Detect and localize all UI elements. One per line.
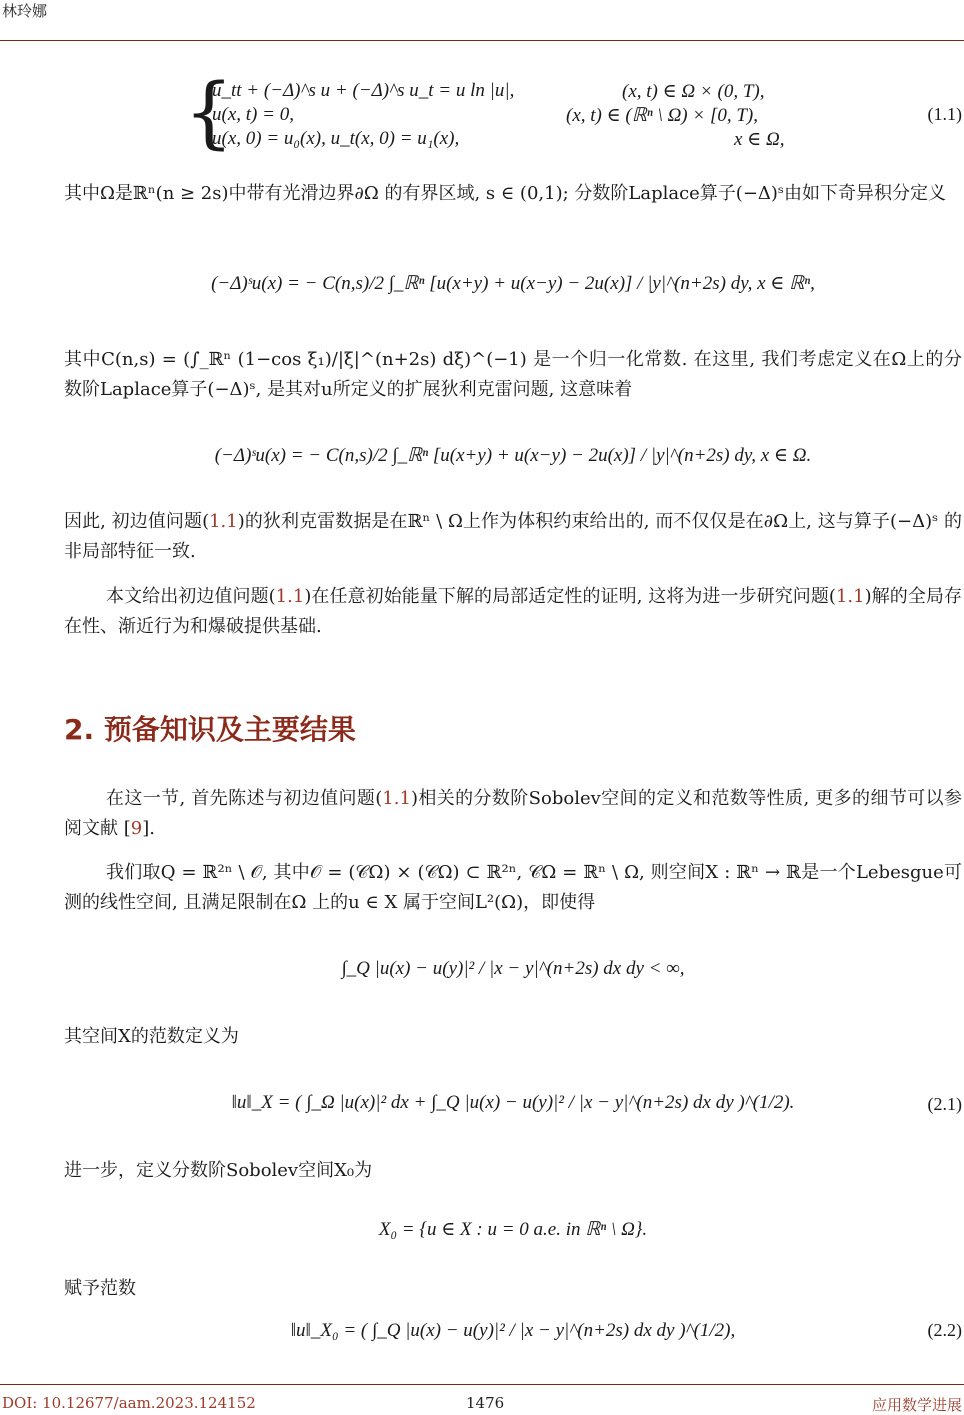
paragraph-section-intro: 在这一节, 首先陈述与初边值问题(1.1)相关的分数阶Sobolev空间的定义和范数等性质, 更多的细节可以参阅文献 [9].	[64, 788, 962, 839]
equation-ref-link[interactable]: 1.1	[382, 788, 411, 809]
equation-ref-link[interactable]: 1.1	[275, 586, 305, 607]
paragraph-normalization-constant: 其中C(n,s) = (∫_ℝⁿ (1−cos ξ₁)/|ξ|^(n+2s) dξ)^(−1) 是一个归一化常数. 在这里, 我们考虑定义在Ω上的分数阶Laplace算子(−Δ)ˢ, 是其对u所定义的扩展狄利克雷问题, 这意味着	[64, 349, 962, 400]
equation-number-2-2: (2.2)	[927, 1320, 962, 1340]
section-2-title: 2. 预备知识及主要结果	[64, 713, 356, 746]
equation-number-2-1: (2.1)	[927, 1094, 962, 1114]
paragraph-norm-assign: 赋予范数	[64, 1278, 136, 1299]
system-row-1-left: u_tt + (−Δ)^s u + (−Δ)^s u_t = u ln |u|,	[212, 80, 515, 101]
system-row-2-right: (x, t) ∈ (ℝⁿ \ Ω) × [0, T),	[566, 105, 758, 126]
system-row-3-left: u(x, 0) = u₀(x), u_t(x, 0) = u₁(x),	[212, 128, 460, 149]
citation-link[interactable]: 9	[130, 818, 143, 839]
footer-rule	[0, 1384, 964, 1385]
footer-page-number: 1476	[466, 1394, 505, 1412]
system-row-1-right: (x, t) ∈ Ω × (0, T),	[622, 81, 765, 102]
system-row-3-right: x ∈ Ω,	[734, 129, 785, 150]
equation-fractional-laplacian-omega: (−Δ)ˢu(x) = − C(n,s)/2 ∫_ℝⁿ [u(x+y) + u(x−y) − 2u(x)] / |y|^(n+2s) dy, x ∈ Ω.	[214, 445, 812, 466]
paragraph-paper-goal: 本文给出初边值问题(1.1)在任意初始能量下解的局部适定性的证明, 这将为进一步研究问题(1.1)解的全局存在性、渐近行为和爆破提供基础.	[64, 586, 962, 637]
equation-ref-link[interactable]: 1.1	[835, 586, 865, 607]
header-rule	[0, 40, 964, 41]
paragraph-x0-intro: 进一步，定义分数阶Sobolev空间X₀为	[64, 1160, 373, 1181]
equation-finite-integral: ∫_Q |u(x) − u(y)|² / |x − y|^(n+2s) dx dy < ∞,	[341, 958, 685, 979]
paragraph-norm-intro: 其空间X的范数定义为	[64, 1026, 239, 1047]
paragraph-domain-definition: 其中Ω是ℝⁿ(n ≥ 2s)中带有光滑边界∂Ω 的有界区域, s ∈ (0,1); 分数阶Laplace算子(−Δ)ˢ由如下奇异积分定义	[64, 183, 946, 204]
equation-fractional-laplacian-rn: (−Δ)ˢu(x) = − C(n,s)/2 ∫_ℝⁿ [u(x+y) + u(x−y) − 2u(x)] / |y|^(n+2s) dy, x ∈ ℝⁿ,	[211, 273, 815, 294]
running-head-author: 林玲娜	[2, 2, 48, 20]
equation-norm-x: ‖u‖_X = ( ∫_Ω |u(x)|² dx + ∫_Q |u(x) − u(y)|² / |x − y|^(n+2s) dx dy )^(1/2).	[231, 1092, 795, 1113]
equation-ref-link[interactable]: 1.1	[209, 511, 238, 532]
equation-norm-x0: ‖u‖_X₀ = ( ∫_Q |u(x) − u(y)|² / |x − y|^(n+2s) dx dy )^(1/2),	[290, 1320, 736, 1341]
system-row-2-left: u(x, t) = 0,	[212, 104, 294, 125]
footer-journal-link[interactable]: 应用数学进展	[871, 1396, 962, 1414]
paragraph-dirichlet-data: 因此, 初边值问题(1.1)的狄利克雷数据是在ℝⁿ \ Ω上作为体积约束给出的, 而不仅仅是在∂Ω上, 这与算子(−Δ)ˢ 的非局部特征一致.	[64, 511, 962, 562]
paragraph-space-definition: 我们取Q = ℝ²ⁿ \ 𝒪, 其中𝒪 = (𝒞Ω) × (𝒞Ω) ⊂ ℝ²ⁿ, 𝒞Ω = ℝⁿ \ Ω, 则空间X : ℝⁿ → ℝ是一个Lebesgue可测的线性空间, 且满足限制在Ω 上的u ∈ X 属于空间L²(Ω)，即使得	[64, 862, 962, 913]
equation-number-1-1: (1.1)	[927, 104, 962, 124]
system-left-brace: {	[184, 68, 234, 158]
footer-doi-link[interactable]: DOI: 10.12677/aam.2023.124152	[2, 1394, 256, 1412]
equation-x0-definition: X₀ = {u ∈ X : u = 0 a.e. in ℝⁿ \ Ω}.	[378, 1219, 648, 1240]
